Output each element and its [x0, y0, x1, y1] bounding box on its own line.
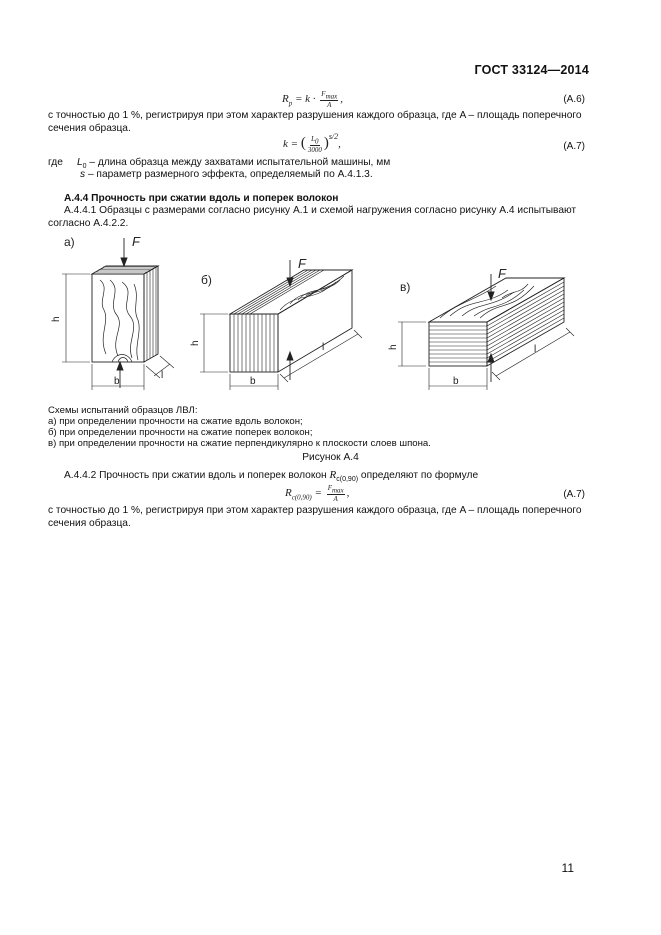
paragraph-a442 — [64, 469, 478, 487]
formula-a6-num-sub: max — [325, 92, 338, 101]
formula-a6-den: A — [327, 101, 332, 110]
where-s-symbol: s — [80, 169, 86, 180]
page-number: 11 — [561, 861, 574, 875]
panel-a-letter: а) — [64, 235, 75, 249]
formula-a7b — [285, 484, 349, 503]
where-s — [80, 169, 373, 182]
paragraph-precision-2: с точностью до 1 %, регистрируя при этом характер разрушения каждого образца, где A – площадь поперечного сечения образца. — [48, 505, 582, 529]
formula-a7-lhs: k = — [283, 138, 301, 151]
formula-a6-lhs: R — [282, 93, 289, 106]
formula-a6 — [282, 90, 343, 109]
formula-a7-num: L — [311, 135, 316, 143]
formula-a7b-lhs: R — [285, 487, 292, 500]
panel-a-grain-pattern — [100, 280, 139, 362]
paragraph-a442-symbol-sub: c(0,90) — [336, 476, 359, 484]
panel-c-front-face — [429, 322, 487, 366]
formula-a7-number: (А.7) — [563, 141, 585, 152]
panel-b-reaction-arrowhead — [287, 352, 293, 360]
section-title: А.4.4 Прочность при сжатии вдоль и поперек волокон — [64, 193, 339, 204]
paragraph-a441: А.4.4.1 Образцы с размерами согласно рисунку А.1 и схемой нагружения согласно рисунку А.4 испытывают согласно А.4.2.2. — [48, 205, 577, 229]
panel-b-l-label: l — [322, 342, 325, 353]
formula-a7-den: 3000 — [307, 146, 322, 155]
panel-c-reaction-arrowhead — [488, 354, 494, 362]
panel-a-l-label: l — [161, 370, 164, 381]
formula-a6-lhs-sub: р — [288, 99, 293, 108]
figure-a4-diagram — [40, 228, 580, 406]
where-l0-sub: 0 — [82, 163, 87, 171]
standard-header: ГОСТ 33124—2014 — [474, 63, 589, 77]
formula-a7b-num: F — [327, 484, 332, 492]
panel-b-l-dimension — [284, 334, 358, 378]
formula-a7b-num-sub: max — [331, 486, 344, 495]
paragraph-a442-text: А.4.4.2 Прочность при сжатии вдоль и поперек волокон — [64, 470, 327, 481]
formula-a7b-mid: = — [311, 487, 325, 500]
formula-a7b-den: A — [333, 495, 338, 504]
panel-c-b-label: b — [453, 376, 459, 387]
panel-a-force-label: F — [132, 234, 140, 249]
formula-a7-tail: , — [338, 138, 341, 151]
figure-caption-item-c: в) при определении прочности на сжатие перпендикулярно к плоскости слоев шпона. — [48, 438, 431, 449]
panel-c-force-label: F — [498, 266, 506, 281]
panel-b-h-label: h — [190, 340, 201, 346]
where-l0-text: – длина образца между захватами испытательной машины, мм — [89, 157, 391, 168]
panel-a-b-label: b — [114, 376, 120, 387]
panel-b-top-face — [230, 270, 352, 314]
panel-a-force-arrowhead — [121, 258, 127, 266]
formula-a6-tail: , — [340, 93, 343, 106]
panel-c-top-face — [429, 278, 564, 322]
paragraph-a442-tail: определяют по формуле — [360, 470, 479, 481]
formula-a6-number: (А.6) — [563, 94, 585, 105]
where-label: где — [48, 157, 63, 168]
formula-a7b-lhs-sub: c(0,90) — [291, 493, 312, 502]
formula-a7-power: s/2 — [328, 131, 339, 141]
panel-c-l-label: l — [534, 344, 537, 355]
panel-c-h-label: h — [388, 344, 399, 350]
figure-caption-item-b: б) при определении прочности на сжатие поперек волокон; — [48, 427, 313, 438]
panel-c-side-face — [487, 278, 564, 366]
where-l0-symbol: L — [77, 157, 83, 168]
where-s-text: – параметр размерного эффекта, определяемый по А.4.1.3. — [87, 169, 373, 180]
formula-a7b-number: (А.7) — [563, 489, 585, 500]
formula-a7-num-sub: 0 — [315, 137, 319, 146]
formula-a6-num: F — [321, 90, 326, 98]
figure-caption-title: Схемы испытаний образцов ЛВЛ: — [48, 405, 198, 416]
panel-b-b-label: b — [250, 376, 256, 387]
panel-b-force-label: F — [298, 256, 306, 271]
panel-c-letter: в) — [400, 280, 411, 294]
formula-a6-mid: = k · — [292, 93, 316, 106]
figure-label: Рисунок А.4 — [302, 452, 359, 463]
formula-a6-fraction — [320, 90, 338, 109]
figure-caption-item-a: а) при определении прочности на сжатие вдоль волокон; — [48, 416, 303, 427]
formula-a7-fraction — [308, 135, 322, 154]
panel-a-front-face — [92, 274, 144, 362]
panel-c-force-arrowhead — [488, 292, 494, 300]
panel-a-h-label: h — [51, 316, 62, 322]
panel-b-letter: б) — [201, 273, 212, 287]
paragraph-a442-symbol: R — [329, 469, 337, 481]
formula-a7b-tail: , — [346, 487, 350, 500]
paragraph-precision-1: с точностью до 1 %, регистрируя при этом характер разрушения каждого образца, где A – площадь поперечного сечения образца. — [48, 110, 582, 134]
formula-a7b-fraction — [327, 484, 345, 503]
formula-a7-k: k = ( $\frac{L_0}{3000}$ )$^{s/2}$, — [283, 131, 341, 155]
panel-a-reaction-arrowhead — [117, 362, 123, 370]
